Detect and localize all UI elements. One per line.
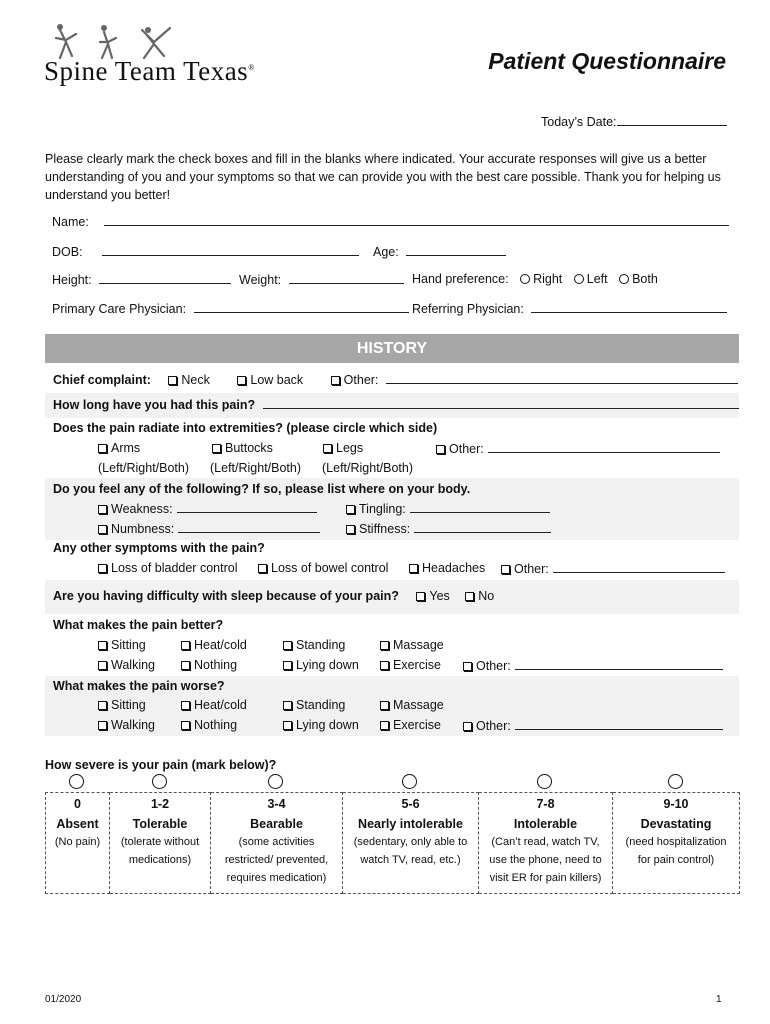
worse-massage[interactable]: Massage [380, 698, 444, 712]
checkbox-icon [331, 376, 340, 385]
checkbox-icon [98, 721, 107, 730]
checkbox-icon [463, 722, 472, 731]
age-label: Age: [373, 245, 399, 259]
radio-icon [574, 274, 584, 284]
worse-question: What makes the pain worse? [53, 679, 225, 693]
referring-label: Referring Physician: [412, 302, 524, 316]
headaches-option[interactable]: Headaches [409, 561, 485, 575]
checkbox-icon [436, 445, 445, 454]
symptoms-other-option[interactable]: Other: [501, 561, 725, 576]
radio-icon [619, 274, 629, 284]
name-field[interactable] [52, 214, 729, 229]
checkbox-icon [323, 444, 332, 453]
checkbox-icon [237, 376, 246, 385]
better-standing[interactable]: Standing [283, 638, 345, 652]
bladder-option[interactable]: Loss of bladder control [98, 561, 237, 575]
checkbox-icon [283, 721, 292, 730]
better-nothing[interactable]: Nothing [181, 658, 237, 672]
checkbox-icon [98, 701, 107, 710]
logo [44, 22, 255, 92]
sleep-row [53, 589, 494, 603]
worse-nothing[interactable]: Nothing [181, 718, 237, 732]
buttocks-option[interactable]: Buttocks [212, 441, 273, 455]
hand-preference-field [412, 272, 658, 286]
scale-cell: 3-4 Bearable (some activities restricted/ prevented, requires medication) [211, 793, 343, 894]
checkbox-icon [258, 564, 267, 573]
other-symptoms-question: Any other symptoms with the pain? [53, 541, 265, 555]
checkbox-icon [465, 592, 474, 601]
scale-cell: 1-2 Tolerable (tolerate without medications) [110, 793, 211, 894]
logo-text: Spine Team Texas® [44, 56, 255, 86]
height-field[interactable] [52, 272, 231, 287]
worse-standing[interactable]: Standing [283, 698, 345, 712]
feel-question: Do you feel any of the following? If so, please list where on your body. [53, 482, 471, 496]
neck-option[interactable]: Neck [168, 373, 209, 387]
weight-field[interactable] [239, 272, 404, 287]
worse-lying-down[interactable]: Lying down [283, 718, 359, 732]
legs-option[interactable]: Legs [323, 441, 363, 455]
hand-preference-label: Hand preference: [412, 272, 509, 286]
hand-right-option[interactable]: Right [520, 272, 562, 286]
better-other[interactable]: Other: [463, 658, 723, 673]
better-sitting[interactable]: Sitting [98, 638, 146, 652]
referring-field[interactable] [412, 301, 727, 316]
checkbox-icon [346, 525, 355, 534]
radio-icon [520, 274, 530, 284]
height-label: Height: [52, 273, 92, 287]
pcp-label: Primary Care Physician: [52, 302, 187, 316]
checkbox-icon [181, 721, 190, 730]
checkbox-icon [283, 661, 292, 670]
severity-circle-0[interactable] [69, 774, 84, 789]
numbness-option[interactable]: Numbness: [98, 521, 320, 536]
how-long-label: How long have you had this pain? [53, 398, 256, 412]
date-label: Today’s Date: [541, 115, 617, 129]
scale-cell: 0 Absent (No pain) [46, 793, 110, 894]
hand-left-option[interactable]: Left [574, 272, 608, 286]
checkbox-icon [98, 444, 107, 453]
todays-date-field[interactable] [541, 114, 727, 129]
better-lying-down[interactable]: Lying down [283, 658, 359, 672]
severity-circle-1-2[interactable] [152, 774, 167, 789]
buttocks-side[interactable]: (Left/Right/Both) [210, 461, 302, 475]
checkbox-icon [380, 701, 389, 710]
page-number: 1 [716, 994, 722, 1005]
chief-other-option[interactable]: Other: [331, 373, 379, 387]
arms-option[interactable]: Arms [98, 441, 140, 455]
worse-exercise[interactable]: Exercise [380, 718, 441, 732]
better-question: What makes the pain better? [53, 618, 224, 632]
checkbox-icon [283, 641, 292, 650]
checkbox-icon [98, 564, 107, 573]
sleep-no-option[interactable]: No [465, 589, 494, 603]
checkbox-icon [212, 444, 221, 453]
intro-text: Please clearly mark the check boxes and fill in the blanks where indicated. Your accurate responses will give us a better understanding of you and your symptoms so that we can provide you with the best care possible. Thank you for helping us understand you better! [45, 152, 721, 202]
scale-cell: 9-10 Devastating (need hospitalization for pain control) [613, 793, 740, 894]
how-long-row[interactable] [53, 397, 739, 412]
page-title: Patient Questionnaire [488, 48, 726, 74]
worse-heat-cold[interactable]: Heat/cold [181, 698, 247, 712]
checkbox-icon [168, 376, 177, 385]
dob-field[interactable] [52, 244, 359, 259]
bowel-option[interactable]: Loss of bowel control [258, 561, 388, 575]
checkbox-icon [380, 661, 389, 670]
worse-sitting[interactable]: Sitting [98, 698, 146, 712]
checkbox-icon [98, 641, 107, 650]
radiate-other-option[interactable]: Other: [436, 441, 720, 456]
severity-circle-3-4[interactable] [268, 774, 283, 789]
radiate-question: Does the pain radiate into extremities? (please circle which side) [53, 421, 438, 435]
weight-label: Weight: [239, 273, 282, 287]
checkbox-icon [463, 662, 472, 671]
weakness-option[interactable]: Weakness: [98, 501, 317, 516]
severity-circle-7-8[interactable] [537, 774, 552, 789]
checkbox-icon [181, 641, 190, 650]
better-walking[interactable]: Walking [98, 658, 155, 672]
worse-other[interactable]: Other: [463, 718, 723, 733]
checkbox-icon [346, 505, 355, 514]
checkbox-icon [380, 641, 389, 650]
checkbox-icon [98, 525, 107, 534]
sleep-yes-option[interactable]: Yes [416, 589, 449, 603]
chief-complaint-label: Chief complaint: [53, 373, 151, 387]
legs-side[interactable]: (Left/Right/Both) [322, 461, 414, 475]
checkbox-icon [283, 701, 292, 710]
better-exercise[interactable]: Exercise [380, 658, 441, 672]
scale-cell: 7-8 Intolerable (Can’t read, watch TV, use the phone, need to visit ER for pain killers) [479, 793, 613, 894]
pcp-field[interactable] [52, 301, 409, 316]
hand-both-option[interactable]: Both [619, 272, 658, 286]
pain-scale-table [45, 792, 740, 894]
worse-walking[interactable]: Walking [98, 718, 155, 732]
scale-cell: 5-6 Nearly intolerable (sedentary, only able to watch TV, read, etc.) [343, 793, 479, 894]
checkbox-icon [181, 701, 190, 710]
severity-circle-5-6[interactable] [402, 774, 417, 789]
form-version: 01/2020 [45, 994, 82, 1005]
checkbox-icon [98, 661, 107, 670]
low-back-option[interactable]: Low back [237, 373, 303, 387]
checkbox-icon [380, 721, 389, 730]
better-heat-cold[interactable]: Heat/cold [181, 638, 247, 652]
dob-label: DOB: [52, 245, 83, 259]
severity-circle-9-10[interactable] [668, 774, 683, 789]
checkbox-icon [501, 565, 510, 574]
checkbox-icon [409, 564, 418, 573]
sleep-question: Are you having difficulty with sleep because of your pain? [53, 589, 399, 603]
age-field[interactable] [373, 244, 506, 259]
tingling-option[interactable]: Tingling: [346, 501, 550, 516]
history-header: HISTORY [45, 334, 739, 363]
severity-question: How severe is your pain (mark below)? [45, 758, 277, 772]
stiffness-option[interactable]: Stiffness: [346, 521, 551, 536]
checkbox-icon [98, 505, 107, 514]
arms-side[interactable]: (Left/Right/Both) [98, 461, 190, 475]
better-massage[interactable]: Massage [380, 638, 444, 652]
name-label: Name: [52, 215, 89, 229]
checkbox-icon [181, 661, 190, 670]
chief-complaint-row [53, 372, 738, 387]
checkbox-icon [416, 592, 425, 601]
